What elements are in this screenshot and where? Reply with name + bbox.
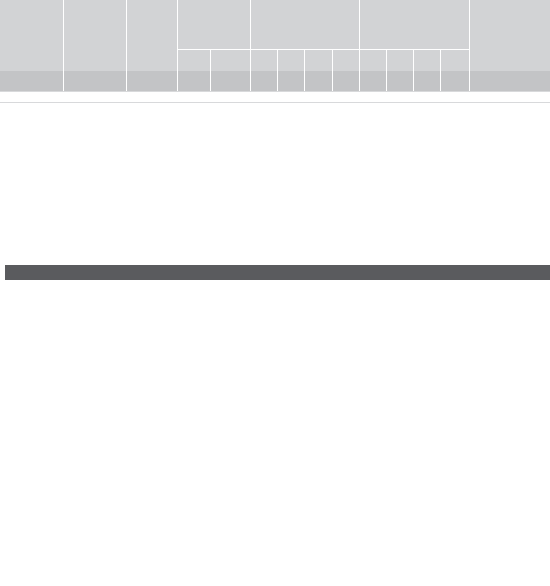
header-kw-v: [413, 49, 440, 71]
ratings-body: [0, 71, 550, 102]
header-kw-v: [440, 49, 469, 71]
header-kw-v: [359, 49, 386, 71]
header-kw: [359, 0, 469, 49]
header-cat-no: [450, 265, 550, 280]
unit-cell: [210, 71, 250, 91]
header-motor-range: [63, 0, 126, 71]
header-hp-v: [332, 49, 359, 71]
accessories-header: [5, 265, 550, 280]
header-nominal-trip: [126, 0, 177, 71]
header-short-circuit: [177, 0, 250, 49]
unit-cell: [63, 71, 126, 91]
header-hp-v: [250, 49, 277, 71]
header-cat-no: [469, 0, 550, 71]
frame-label: [0, 91, 550, 102]
unit-cell: [0, 71, 63, 91]
header-480v: [210, 49, 250, 71]
unit-cell: [126, 71, 177, 91]
header-hp: [250, 0, 359, 49]
header-rated-current: [0, 0, 63, 71]
header-hp-v: [304, 49, 332, 71]
unit-cell: [177, 71, 210, 91]
ratings-table: [0, 0, 550, 103]
header-400v: [177, 49, 210, 71]
header-kw-v: [386, 49, 413, 71]
header-hp-v: [277, 49, 304, 71]
header-description: [136, 265, 448, 280]
